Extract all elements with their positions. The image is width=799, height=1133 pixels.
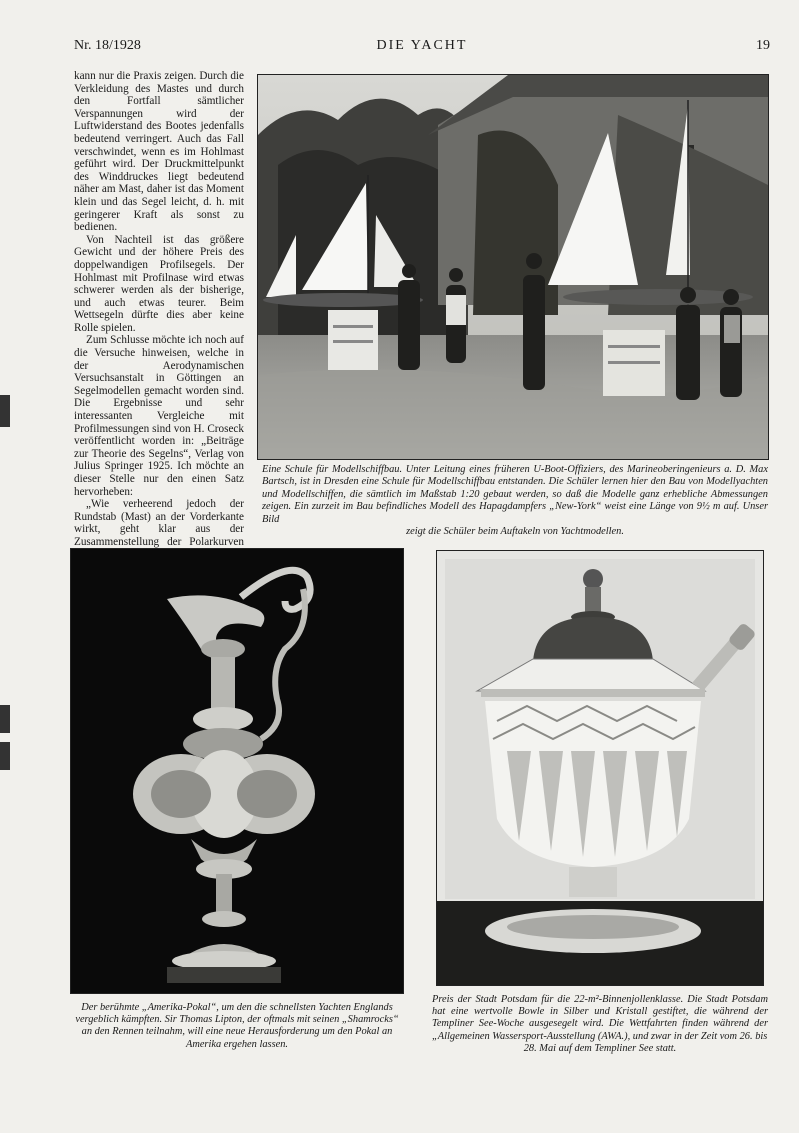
punch-hole-mark (0, 742, 10, 770)
caption-america-cup: Der berühmte „Amerika-Pokal“, um den die schnellsten Yachten Englands vergeblich kämpften. Sir Thomas Lipton, der oftmals mit seinen „Shamrocks“ an den Rennen teilnahm, will eine neue Herausforderung um den Pokal an Amerika ergehen lassen. (75, 1002, 399, 1050)
school-photo-image (258, 75, 768, 459)
article-paragraph: Von Nachteil ist das größere Gewicht und der höhere Preis des doppelwandigen Profilsegels. Der Hohlmast mit Profilnase wird etwas schwerer werden als der bisherige, und auch etwas teurer. Beim Wettsegeln dürfte dies aber keine Rolle spielen. (74, 233, 244, 334)
punch-hole-mark (0, 395, 10, 427)
america-cup-image (71, 549, 403, 993)
article-paragraph: kann nur die Praxis zeigen. Durch die Verkleidung des Mastes und durch den Fortfall sämtlicher Verspannungen wird der Luftwiderstand des Bootes jedenfalls bedeutend verringert. Auch das Fall verschwindet, wenn es im Hohlmast geführt wird. Der Druckmittelpunkt des Winddruckes liegt bedeutend näher am Mast, daher ist das Moment klein und das Segel leicht, d. h. mit geringerer Kraft als sonst zu bedienen. (74, 70, 244, 234)
article-column (74, 70, 244, 561)
photo-america-cup (70, 548, 404, 994)
caption-model-ship-school (262, 464, 768, 538)
page-number: 19 (756, 38, 770, 53)
magazine-title: DIE YACHT (376, 38, 468, 53)
caption-text-last-line: zeigt die Schüler beim Auftakeln von Yachtmodellen. (406, 526, 624, 538)
caption-text: Eine Schule für Modellschiffbau. Unter Leitung eines früheren U-Boot-Offiziers, des Marineoberingenieurs a. D. Max Bartsch, ist in Dresden eine Schule für Modellschiffbau entstanden. Die Schüler lernen hier den Bau von Modellyachten und Modellschiffen, die sämtlich im Maßstab 1:20 gebaut werden, so daß die Modelle ganz erhebliche Abmessungen zeigen. Ein zurzeit im Bau befindliches Modell des Hapagdampfers „New-York“ weist eine Länge von 9½ m auf. Unser Bild (262, 464, 768, 525)
punch-hole-mark (0, 705, 10, 733)
photo-model-ship-school (257, 74, 769, 460)
article-quote: „Wie verheerend jedoch der Rundstab (Mast) an der Vorderkante wirkt, geht klar aus der Zusammenstellung der Polarkurven (74, 498, 244, 548)
caption-potsdam-bowl (432, 994, 768, 1055)
caption-text: Preis der Stadt Potsdam für die 22-m²-Binnenjollenklasse. Die Stadt Potsdam hat eine wertvolle Bowle in Silber und Kristall gestiftet, die während der Templiner See-Woche ausgesegelt wird. Die Wettfahrten finden während der „Allgemeinen Wassersport-Ausstellung (AWA.), und zwar in der Zeit vom 26. bis (432, 994, 768, 1042)
photo-potsdam-bowl (436, 550, 764, 986)
issue-number: Nr. 18/1928 (74, 38, 141, 53)
caption-text-last-line: 28. Mai auf dem Templiner See statt. (523, 1042, 677, 1054)
page-header (74, 36, 770, 58)
potsdam-bowl-image (437, 551, 763, 985)
article-paragraph: Zum Schlusse möchte ich noch auf die Versuche hinweisen, welche in der Aerodynamischen Versuchsanstalt in Göttingen an Segelmodellen gemacht worden sind. Die Ergebnisse und sehr interessanten Vergleiche mit Profilmessungen sind von H. Croseck veröffentlicht worden in: „Beiträge zur Theorie des Segelns“, Verlag von Julius Springer 1925. Ich möchte an dieser Stelle nur den einen Satz hervorheben: (74, 334, 244, 498)
